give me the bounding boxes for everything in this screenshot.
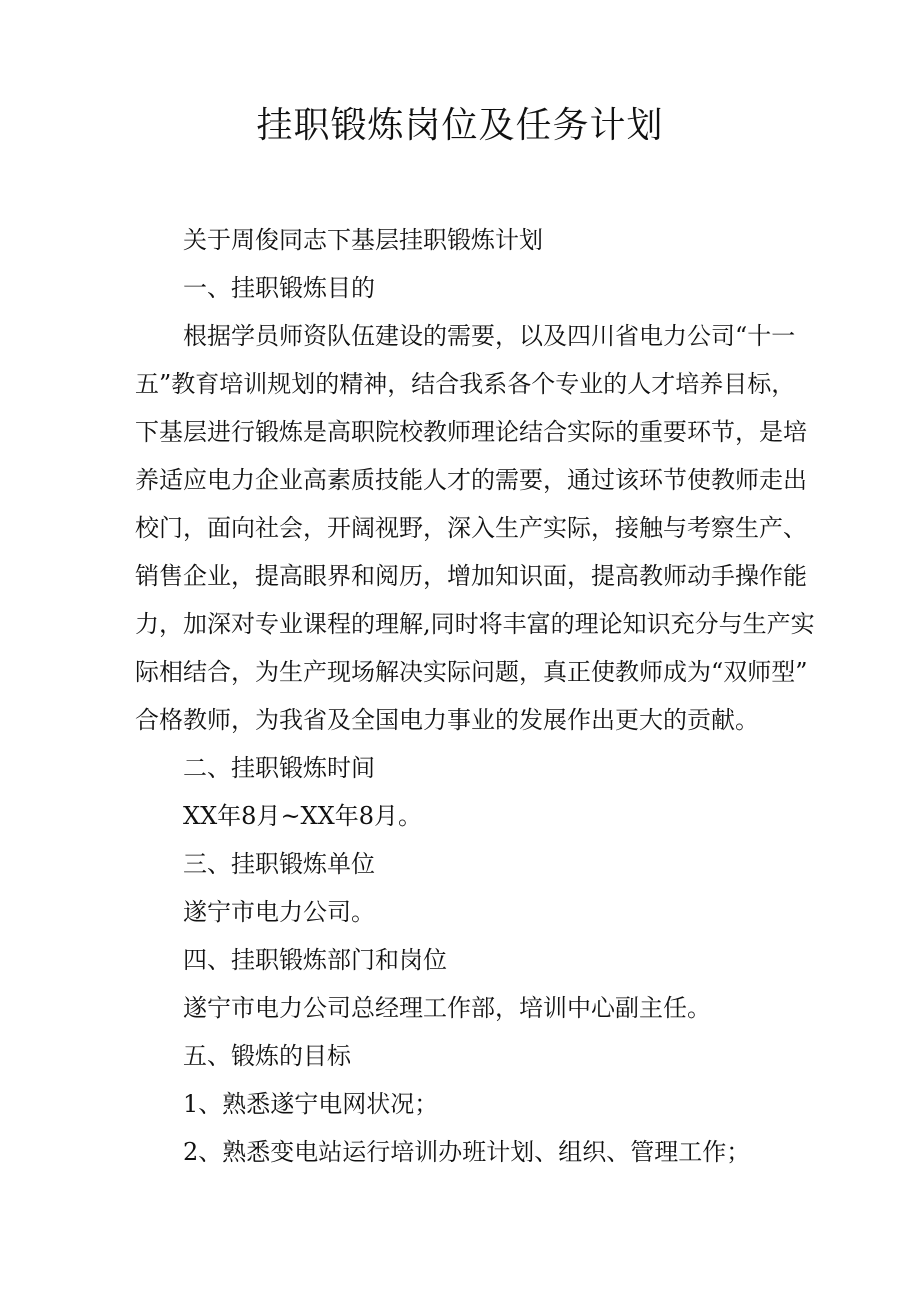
intro-block bbox=[135, 216, 795, 312]
paragraph-line: 销售企业，提高眼界和阅历，增加知识面，提高教师动手操作能 bbox=[135, 562, 807, 590]
paragraph-line: 际相结合，为生产现场解决实际问题，真正使教师成为“双师型” bbox=[135, 658, 808, 686]
list-item: 1、熟悉遂宁电网状况； bbox=[183, 1090, 439, 1118]
list-item: 2、熟悉变电站运行培训办班计划、组织、管理工作； bbox=[183, 1138, 751, 1166]
section4-text: 遂宁市电力公司总经理工作部，培训中心副主任。 bbox=[183, 994, 711, 1022]
section3-text: 遂宁市电力公司。 bbox=[183, 898, 375, 926]
paragraph-line: 校门，面向社会，开阔视野，深入生产实际，接触与考察生产、 bbox=[135, 514, 807, 542]
intro-text: 关于周俊同志下基层挂职锻炼计划 bbox=[183, 226, 543, 254]
section2-heading: 二、挂职锻炼时间 bbox=[183, 754, 375, 782]
section3-heading: 三、挂职锻炼单位 bbox=[183, 850, 375, 878]
paragraph-line: 合格教师，为我省及全国电力事业的发展作出更大的贡献。 bbox=[135, 706, 759, 734]
paragraph-line: 养适应电力企业高素质技能人才的需要，通过该环节使教师走出 bbox=[135, 466, 807, 494]
section5-heading: 五、锻炼的目标 bbox=[183, 1042, 351, 1070]
document-title: 挂职锻炼岗位及任务计划 bbox=[256, 105, 664, 146]
paragraph-line: 根据学员师资队伍建设的需要，以及四川省电力公司“十一 bbox=[183, 322, 796, 350]
paragraph-line: 力，加深对专业课程的理解,同时将丰富的理论知识充分与生产实 bbox=[135, 610, 815, 638]
sections-block bbox=[135, 744, 795, 1176]
section1-paragraph bbox=[135, 312, 815, 744]
paragraph-line: 五”教育培训规划的精神，结合我系各个专业的人才培养目标， bbox=[135, 370, 796, 398]
section4-heading: 四、挂职锻炼部门和岗位 bbox=[183, 946, 447, 974]
paragraph-line: 下基层进行锻炼是高职院校教师理论结合实际的重要环节，是培 bbox=[135, 418, 807, 446]
section1-heading: 一、挂职锻炼目的 bbox=[183, 274, 375, 302]
section2-text: XX年8月~XX年8月。 bbox=[183, 802, 422, 830]
